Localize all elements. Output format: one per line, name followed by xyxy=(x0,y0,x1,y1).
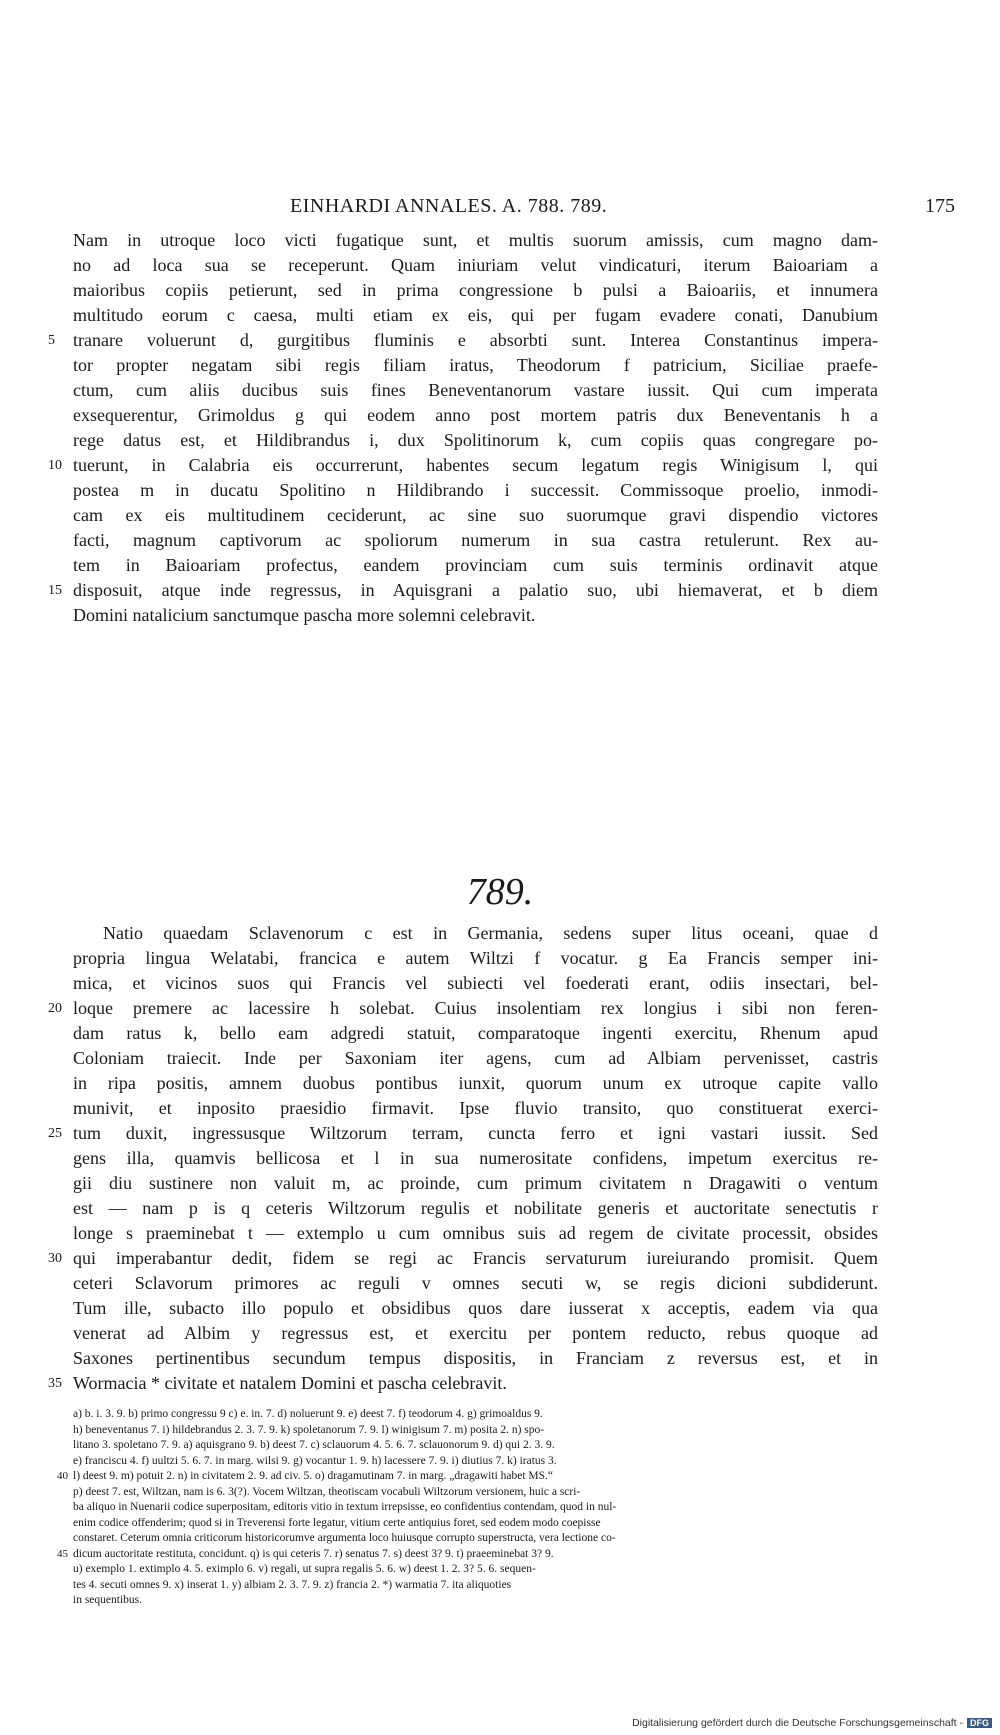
line-text: ctum, cum aliis ducibus suis fines Beneventanorum vastare iussit. Qui cum imperata xyxy=(73,380,878,400)
note-line xyxy=(73,1578,878,1594)
page-number: 175 xyxy=(925,195,955,217)
line-text: est — nam p is q ceteris Wiltzorum regulis et nobilitate generis et auctoritate senectutis r xyxy=(73,1198,878,1218)
text-line xyxy=(73,1071,878,1096)
digitization-credit xyxy=(632,1717,992,1729)
line-text: dam ratus k, bello eam adgredi statuit, comparatoque ingenti exercitu, Rhenum apud xyxy=(73,1023,878,1043)
line-text: l) deest 9. m) potuit 2. n) in civitatem 2. 9. ad civ. 5. o) dragamutinam 7. in marg. „dragawiti habet MS.“ xyxy=(73,1470,554,1482)
line-text: postea m in ducatu Spolitino n Hildibrando i successit. Commissoque proelio, inmodi- xyxy=(73,480,878,500)
note-line xyxy=(73,1516,878,1532)
text-block-789 xyxy=(48,921,878,1396)
text-line xyxy=(73,1171,878,1196)
running-header xyxy=(70,195,955,223)
text-line xyxy=(73,403,878,428)
line-text: tuerunt, in Calabria eis occurrerunt, habentes secum legatum regis Winigisum l, qui xyxy=(73,455,878,475)
text-line xyxy=(73,1196,878,1221)
text-line xyxy=(73,278,878,303)
line-text: maioribus copiis petierunt, sed in prima congressione b pulsi a Baioariis, et innumera xyxy=(73,280,878,300)
text-line xyxy=(48,578,878,603)
text-line xyxy=(73,603,878,628)
line-number: 25 xyxy=(48,1126,62,1141)
line-text: munivit, et inposito praesidio firmavit. Ipse fluvio transito, quo constituerat exerci- xyxy=(73,1098,878,1118)
line-text: ba aliquo in Nuenarii codice superpositam, editoris vitio in textum irrepsisse, eo confidentius contendam, quod in nul- xyxy=(73,1501,617,1513)
line-text: gens illa, quamvis bellicosa et l in sua numerositate confidens, impetum exercitus re- xyxy=(73,1148,878,1168)
line-text: tem in Baioariam profectus, eandem provinciam cum suis terminis ordinavit atque xyxy=(73,555,878,575)
line-text: Domini natalicium sanctumque pascha more solemni celebravit. xyxy=(73,605,536,625)
text-line xyxy=(73,228,878,253)
text-line xyxy=(73,528,878,553)
note-line xyxy=(57,1469,878,1485)
line-text: mica, et vicinos suos qui Francis vel subiecti vel foederati erant, odiis insectari, bel- xyxy=(73,973,878,993)
note-line xyxy=(73,1500,878,1516)
line-text: Wormacia * civitate et natalem Domini et pascha celebravit. xyxy=(73,1373,507,1393)
year-heading: 789. xyxy=(466,871,534,913)
line-text: disposuit, atque inde regressus, in Aquisgrani a palatio suo, ubi hiemaverat, et b diem xyxy=(73,580,878,600)
text-block-788 xyxy=(48,228,878,628)
line-text: tes 4. secuti omnes 9. x) inserat 1. y) albiam 2. 3. 7. 9. z) francia 2. *) warmatia 7. ita aliquoties xyxy=(73,1578,512,1591)
note-line xyxy=(73,1485,878,1501)
line-number: 20 xyxy=(48,1001,62,1016)
text-line xyxy=(73,378,878,403)
text-line xyxy=(73,503,878,528)
line-text: Saxones pertinentibus secundum tempus dispositis, in Franciam z reversus est, et in xyxy=(73,1348,878,1368)
line-text: Natio quaedam Sclavenorum c est in Germania, sedens super litus oceani, quae d xyxy=(103,923,878,943)
line-text: tranare voluerunt d, gurgitibus fluminis e absorbti sunt. Interea Constantinus impera- xyxy=(73,330,878,350)
text-line xyxy=(48,1121,878,1146)
line-text: ceteri Sclavorum primores ac reguli v omnes secuti w, se regis dicioni subdiderunt. xyxy=(73,1273,878,1293)
line-text: venerat ad Albim y regressus est, et exercitu per pontem reducto, rebus quoque ad xyxy=(73,1323,878,1343)
line-text: e) franciscu 4. f) uultzi 5. 6. 7. in marg. wilsi 9. g) vocantur 1. 9. h) lacessere 7. 9. i) diutius 7. k) iratus 3. xyxy=(73,1454,557,1467)
dfg-logo: DFG xyxy=(967,1718,992,1728)
line-text: no ad loca sua se receperunt. Quam iniuriam velut vindicaturi, iterum Baioariam a xyxy=(73,255,878,275)
line-text: a) b. i. 3. 9. b) primo congressu 9 c) e. in. 7. d) noluerunt 9. e) deest 7. f) teodorum 4. g) grimoaldus 9. xyxy=(73,1408,543,1420)
line-text: Tum ille, subacto illo populo et obsidibus quos dare iusserat x acceptis, eadem via qua xyxy=(73,1298,878,1318)
text-line xyxy=(73,1046,878,1071)
text-line xyxy=(73,946,878,971)
text-line xyxy=(73,428,878,453)
line-text: in ripa positis, amnem duobus pontibus iunxit, quorum unum ex utroque capite vallo xyxy=(73,1073,878,1093)
running-head-title: EINHARDI ANNALES. A. 788. 789. xyxy=(290,195,608,217)
line-text: exsequerentur, Grimoldus g qui eodem anno post mortem patris dux Beneventanis h a xyxy=(73,405,878,425)
text-line xyxy=(73,1221,878,1246)
line-text: h) beneventanus 7. i) hildebrandus 2. 3. 7. 9. k) spoletanorum 7. 9. l) winigisum 7. m) posita 2. n) spo- xyxy=(73,1423,545,1436)
text-line xyxy=(48,328,878,353)
line-text: facti, magnum captivorum ac spoliorum numerum in sua castra retulerunt. Rex au- xyxy=(73,530,878,550)
line-text: loque premere ac lacessire h solebat. Cuius insolentiam rex longius i sibi non feren- xyxy=(73,998,878,1018)
text-line xyxy=(73,353,878,378)
text-line xyxy=(48,453,878,478)
note-line xyxy=(73,1593,878,1609)
line-number: 15 xyxy=(48,583,62,598)
text-line xyxy=(73,1021,878,1046)
text-line xyxy=(48,1371,878,1396)
line-text: enim codice offenderim; quod si in Treverensi forte legatur, vitium certe antiquius foret, sed eodem modo coepisse xyxy=(73,1516,601,1529)
line-text: Nam in utroque loco victi fugatique sunt, et multis suorum amissis, cum magno dam- xyxy=(73,230,878,250)
note-line xyxy=(73,1454,878,1470)
text-line xyxy=(73,1271,878,1296)
line-number: 5 xyxy=(48,333,55,348)
note-line xyxy=(73,1423,878,1439)
text-line xyxy=(73,303,878,328)
note-line xyxy=(73,1407,878,1423)
note-line xyxy=(73,1438,878,1454)
line-text: qui imperabantur dedit, fidem se regi ac Francis servaturum iureiurando promisit. Quem xyxy=(73,1248,878,1268)
line-text: longe s praeminebat t — extemplo u cum omnibus suis ad regem de civitate processit, obsides xyxy=(73,1223,878,1243)
text-line xyxy=(73,1321,878,1346)
note-line xyxy=(57,1547,878,1563)
text-line xyxy=(73,1146,878,1171)
line-text: rege datus est, et Hildibrandus i, dux Spolitinorum k, cum copiis quas congregare po- xyxy=(73,430,878,450)
line-text: tum duxit, ingressusque Wiltzorum terram, cuncta ferro et igni vastari iussit. Sed xyxy=(73,1123,878,1143)
line-text: Coloniam traiecit. Inde per Saxoniam iter agens, cum ad Albiam pervenisset, castris xyxy=(73,1048,878,1068)
text-line xyxy=(73,971,878,996)
text-line xyxy=(73,253,878,278)
text-line xyxy=(73,1296,878,1321)
line-text: in sequentibus. xyxy=(73,1594,142,1606)
text-line xyxy=(73,1346,878,1371)
text-line xyxy=(48,996,878,1021)
note-line xyxy=(73,1531,878,1547)
line-number: 10 xyxy=(48,458,62,473)
text-line xyxy=(73,553,878,578)
line-text: u) exemplo 1. extimplo 4. 5. eximplo 6. v) regali, ut supra regalis 5. 6. w) deest 1. 2. 3? 5. 6. sequen- xyxy=(73,1563,536,1575)
credit-text: Digitalisierung gefördert durch die Deutsche Forschungsgemeinschaft - xyxy=(632,1717,963,1729)
note-line xyxy=(73,1562,878,1578)
line-text: propria lingua Welatabi, francica e autem Wiltzi f vocatur. g Ea Francis semper ini- xyxy=(73,948,878,968)
critical-apparatus-notes xyxy=(57,1407,878,1609)
line-text: constaret. Ceterum omnia criticorum historicorumve argumenta loco huiusque corrupto superstructa, vera lectione co- xyxy=(73,1532,616,1544)
line-number: 45 xyxy=(57,1547,68,1560)
line-text: cam ex eis multitudinem ceciderunt, ac sine suo suorumque gravi dispendio victores xyxy=(73,505,878,525)
line-number: 40 xyxy=(57,1470,68,1482)
line-text: dicum auctoritate restituta, concidunt. q) is qui ceteris 7. r) senatus 7. s) deest 3? 9. t) praeeminebat 3? 9. xyxy=(73,1547,554,1560)
text-line xyxy=(48,1246,878,1271)
line-text: gii diu sustinere non valuit m, ac proinde, cum primum civitatem n Dragawiti o ventum xyxy=(73,1173,878,1193)
line-number: 30 xyxy=(48,1251,62,1266)
line-number: 35 xyxy=(48,1376,62,1391)
line-text: p) deest 7. est, Wiltzan, nam is 6. 3(?). Vocem Wiltzan, theotiscam vocabuli Wiltzorum versionem, huic a scri- xyxy=(73,1485,581,1498)
line-text: tor propter negatam sibi regis filiam iratus, Theodorum f patricium, Siciliae praefe- xyxy=(73,355,878,375)
line-text: litano 3. spoletano 7. 9. a) aquisgrano 9. b) deest 7. c) sclauorum 4. 5. 6. 7. sclauonorum 9. d) qui 2. 3. 9. xyxy=(73,1439,555,1451)
text-line xyxy=(73,921,878,946)
text-line xyxy=(73,1096,878,1121)
line-text: multitudo eorum c caesa, multi etiam ex eis, qui per fugam evadere conati, Danubium xyxy=(73,305,878,325)
text-line xyxy=(73,478,878,503)
